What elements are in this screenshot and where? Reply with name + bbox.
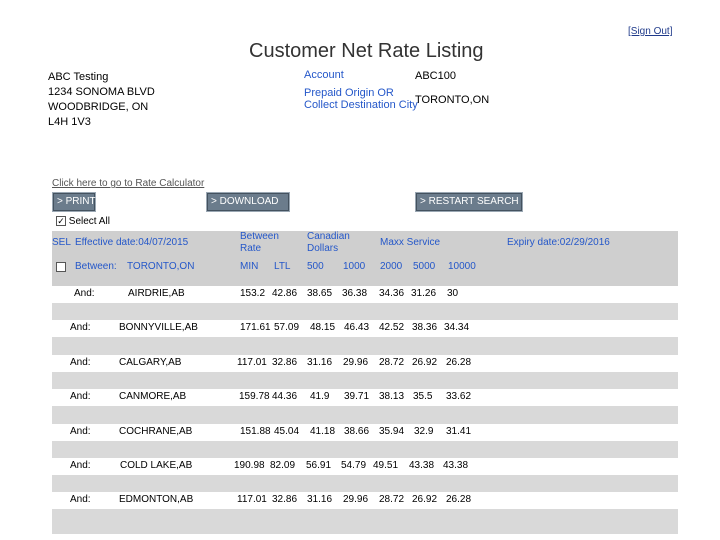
restart-search-button[interactable]: > RESTART SEARCH [415, 192, 523, 212]
row-10000: 43.38 [443, 460, 469, 471]
customer-address [48, 70, 155, 130]
row-city: EDMONTON,AB [119, 494, 194, 505]
row-and-label: And: [70, 426, 91, 437]
account-label: Account [304, 69, 344, 81]
row-500: 31.16 [307, 494, 333, 505]
row-min: 151.88 [240, 426, 271, 437]
col-5000: 5000 [413, 261, 436, 272]
select-all[interactable] [56, 216, 110, 227]
select-all-label: Select All [68, 216, 110, 227]
row-2000: 38.13 [379, 391, 405, 402]
row-2000: 49.51 [373, 460, 399, 471]
row-min: 159.78 [239, 391, 270, 402]
prepaid-city-label [304, 87, 418, 111]
row-1000: 54.79 [341, 460, 367, 471]
row-1000: 39.71 [344, 391, 370, 402]
row-500: 48.15 [310, 322, 336, 333]
row-city: BONNYVILLE,AB [119, 322, 198, 333]
between-rate-header-1: Between [240, 231, 279, 242]
row-10000: 31.41 [446, 426, 472, 437]
row-min: 190.98 [234, 460, 265, 471]
row-city: CALGARY,AB [119, 357, 182, 368]
table-row [52, 458, 678, 475]
row-and-label: And: [70, 322, 91, 333]
row-500: 56.91 [306, 460, 332, 471]
row-5000: 31.26 [411, 288, 437, 299]
row-city: COCHRANE,AB [119, 426, 193, 437]
effective-date: Effective date:04/07/2015 [75, 237, 189, 248]
row-min: 153.2 [240, 288, 266, 299]
col-1000: 1000 [343, 261, 366, 272]
col-10000: 10000 [448, 261, 476, 272]
row-2000: 42.52 [379, 322, 405, 333]
row-ltl: 45.04 [274, 426, 300, 437]
between-city: TORONTO,ON [127, 261, 195, 272]
expiry-date: Expiry date:02/29/2016 [507, 237, 610, 248]
table-row [52, 424, 678, 441]
row-min: 171.61 [240, 322, 271, 333]
row-city: AIRDRIE,AB [128, 288, 185, 299]
print-button[interactable]: > PRINT [52, 192, 96, 212]
sel-header: SEL [52, 237, 71, 248]
row-ltl: 82.09 [270, 460, 296, 471]
row-1000: 46.43 [344, 322, 370, 333]
row-10000: 33.62 [446, 391, 472, 402]
row-2000: 35.94 [379, 426, 405, 437]
row-and-label: And: [70, 494, 91, 505]
row-ltl: 32.86 [272, 357, 298, 368]
row-city: CANMORE,AB [119, 391, 187, 402]
row-5000: 43.38 [409, 460, 435, 471]
row-500: 31.16 [307, 357, 333, 368]
maxx-service-header: Maxx Service [380, 237, 441, 248]
prepaid-label-line-2: Collect Destination City [304, 99, 418, 111]
download-button[interactable]: > DOWNLOAD [206, 192, 290, 212]
row-5000: 38.36 [412, 322, 438, 333]
account-value: ABC100 [415, 70, 456, 82]
row-min: 117.01 [237, 357, 267, 368]
row-10000: 26.28 [446, 357, 472, 368]
address-line-2: 1234 SONOMA BLVD [48, 86, 155, 98]
row-ltl: 32.86 [272, 494, 298, 505]
table-row [52, 286, 678, 303]
row-5000: 32.9 [414, 426, 434, 437]
row-city: COLD LAKE,AB [120, 460, 193, 471]
row-5000: 26.92 [412, 494, 438, 505]
table-row [52, 492, 678, 509]
row-5000: 35.5 [413, 391, 433, 402]
address-line-4: L4H 1V3 [48, 116, 91, 128]
row-2000: 28.72 [379, 494, 405, 505]
canadian-header-1: Canadian [307, 231, 350, 242]
row-10000: 26.28 [446, 494, 472, 505]
row-and-label: And: [70, 391, 91, 402]
row-500: 41.18 [310, 426, 336, 437]
row-5000: 26.92 [412, 357, 438, 368]
row-1000: 38.66 [344, 426, 370, 437]
col-2000: 2000 [380, 261, 403, 272]
table-row [52, 389, 678, 406]
between-rate-header-2: Rate [240, 243, 262, 254]
row-2000: 28.72 [379, 357, 405, 368]
city-value: TORONTO,ON [415, 94, 490, 106]
row-and-label: And: [74, 288, 95, 299]
row-10000: 30 [447, 288, 459, 299]
select-all-checkbox[interactable]: ✓ [57, 216, 65, 227]
between-label: Between: [75, 261, 117, 272]
rate-calculator-link[interactable]: Click here to go to Rate Calculator [52, 178, 205, 189]
row-and-label: And: [70, 460, 91, 471]
row-2000: 34.36 [379, 288, 405, 299]
col-500: 500 [307, 261, 324, 272]
table-row [52, 320, 678, 337]
row-ltl: 44.36 [272, 391, 298, 402]
col-min: MIN [240, 261, 259, 272]
row-min: 117.01 [237, 494, 267, 505]
address-line-1: ABC Testing [48, 71, 109, 83]
row-1000: 29.96 [343, 494, 369, 505]
address-line-3: WOODBRIDGE, ON [48, 101, 149, 113]
table-row [52, 355, 678, 372]
row-10000: 34.34 [444, 322, 470, 333]
row-checkbox-header[interactable] [56, 262, 66, 272]
page-title: Customer Net Rate Listing [249, 40, 484, 62]
row-ltl: 42.86 [272, 288, 298, 299]
table-header [52, 231, 678, 286]
sign-out-link[interactable]: [Sign Out] [628, 26, 673, 37]
row-ltl: 57.09 [274, 322, 300, 333]
canadian-header-2: Dollars [307, 243, 339, 254]
rate-table [52, 231, 678, 534]
row-1000: 29.96 [343, 357, 369, 368]
row-500: 38.65 [307, 288, 333, 299]
col-ltl: LTL [274, 261, 291, 272]
row-500: 41.9 [310, 391, 330, 402]
prepaid-label-line-1: Prepaid Origin OR [304, 87, 394, 99]
row-1000: 36.38 [342, 288, 368, 299]
row-and-label: And: [70, 357, 91, 368]
